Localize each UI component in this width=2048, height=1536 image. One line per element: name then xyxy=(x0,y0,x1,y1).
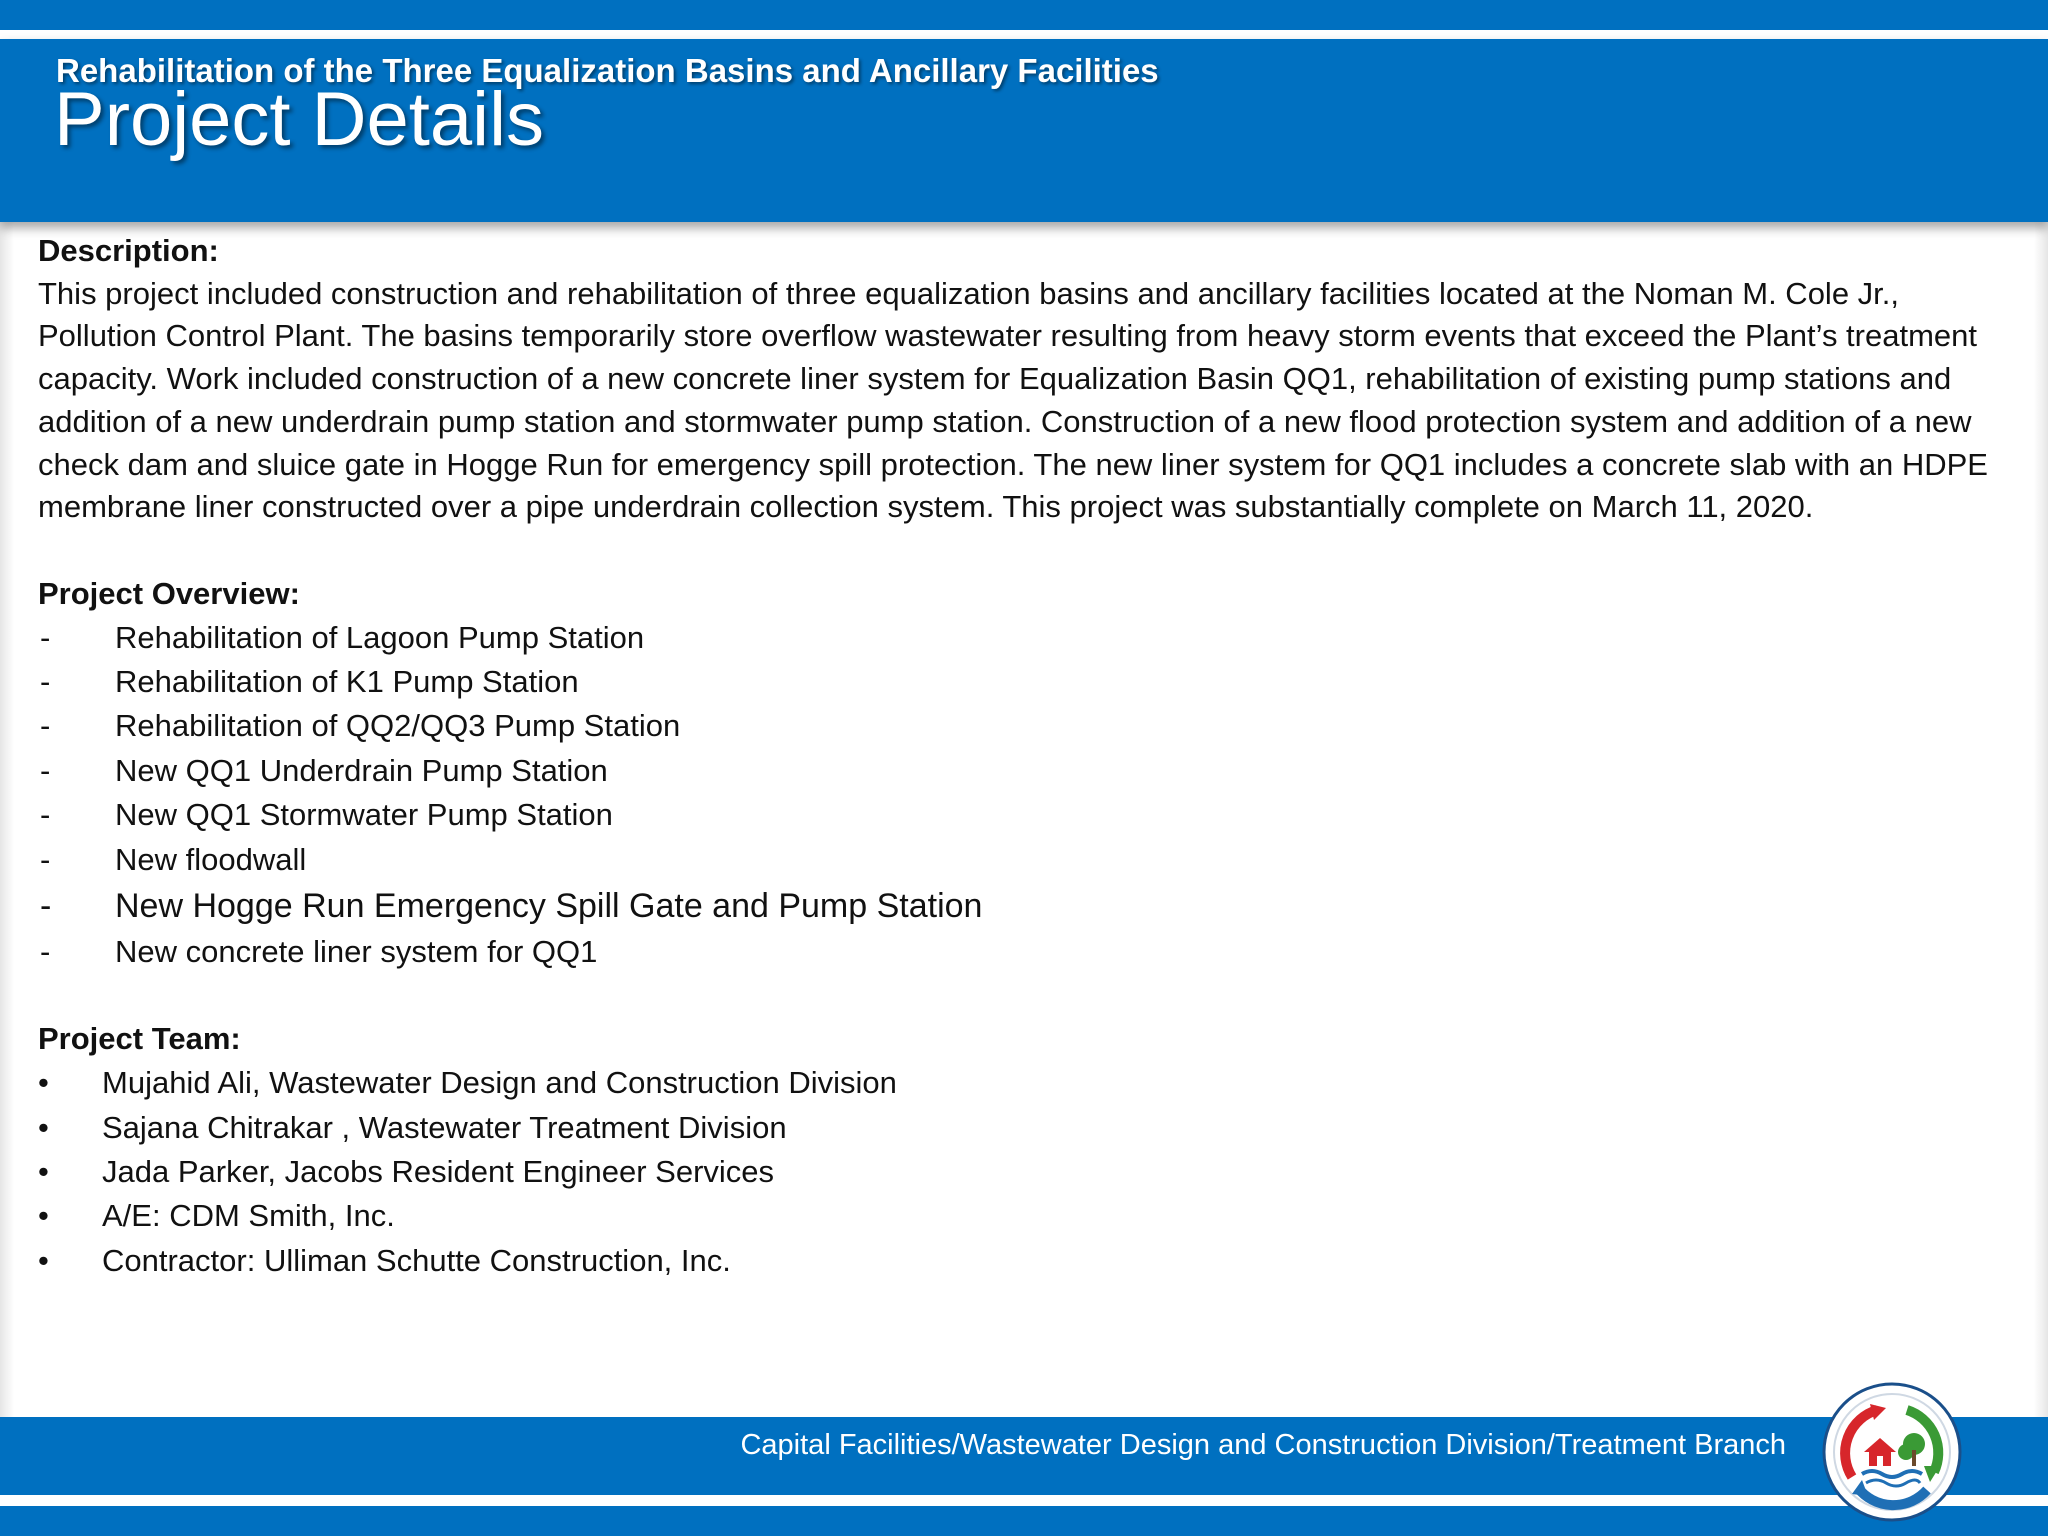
list-item: - Rehabilitation of K1 Pump Station xyxy=(40,664,579,700)
right-edge-shadow xyxy=(2034,222,2048,1417)
team-heading: Project Team: xyxy=(38,1021,241,1057)
county-seal-icon xyxy=(1822,1382,1962,1522)
list-item: • Mujahid Ali, Wastewater Design and Construction Division xyxy=(38,1065,897,1101)
header-top-band xyxy=(0,0,2048,30)
footer-text: Capital Facilities/Wastewater Design and Construction Division/Treatment Branch xyxy=(740,1429,1786,1461)
footer-divider xyxy=(0,1495,2048,1506)
list-item: - Rehabilitation of Lagoon Pump Station xyxy=(40,619,645,655)
list-item: - New Hogge Run Emergency Spill Gate and Pump Station xyxy=(40,887,983,926)
list-item: - New concrete liner system for QQ1 xyxy=(40,934,598,970)
left-edge-shadow xyxy=(0,222,14,1417)
list-item: • Sajana Chitrakar , Wastewater Treatment Division xyxy=(38,1109,787,1145)
list-item: - New QQ1 Underdrain Pump Station xyxy=(40,752,608,788)
overview-heading: Project Overview: xyxy=(38,575,300,611)
slide-subtitle: Rehabilitation of the Three Equalization Basins and Ancillary Facilities xyxy=(56,52,1159,89)
description-heading: Description: xyxy=(38,233,219,268)
description-text: This project included construction and rehabilitation of three equalization basins and ancillary facilities located at the Noman M. Cole Jr., Pollution Control Plant. The basins temporarily store overflow wastewater resulting from heavy storm events that exceed the Plant’s treatment capacity. Work included construction of a new concrete liner system for Equalization Basin QQ1, rehabilitation of existing pump stations and addition of a new underdrain pump station and stormwater pump station. Construction of a new flood protection system and addition of a new check dam and sluice gate in Hogge Run for emergency spill protection. The new liner system for QQ1 includes a concrete slab with an HDPE membrane liner constructed over a pipe underdrain collection system. This project was substantially complete on March 11, 2020. xyxy=(38,275,1988,525)
list-item: - New floodwall xyxy=(40,841,307,877)
list-item: • A/E: CDM Smith, Inc. xyxy=(38,1198,395,1234)
overview-list xyxy=(38,616,2008,975)
slide-body xyxy=(38,230,2008,1283)
list-item: • Jada Parker, Jacobs Resident Engineer Services xyxy=(38,1153,775,1189)
list-item: - Rehabilitation of QQ2/QQ3 Pump Station xyxy=(40,708,681,744)
list-item: • Contractor: Ulliman Schutte Construction, Inc. xyxy=(38,1242,731,1278)
team-list xyxy=(38,1061,2008,1283)
list-item: - New QQ1 Stormwater Pump Station xyxy=(40,797,613,833)
header-divider xyxy=(0,30,2048,39)
footer-bottom-band xyxy=(0,1506,2048,1536)
slide-title: Project Details xyxy=(54,77,544,162)
